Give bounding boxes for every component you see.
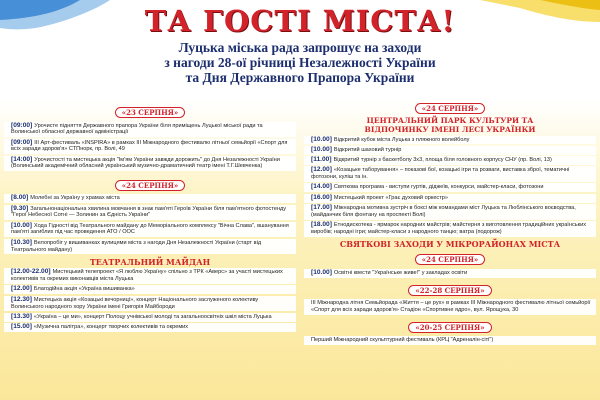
section-head-microdistricts: СВЯТКОВІ ЗАХОДИ У МІКРОРАЙОНАХ МІСТА [339,239,561,250]
event-item: [10.00] Освітні квести "Українське живе!" у закладах освіти [304,269,596,278]
section-head-park-line: ЦЕНТРАЛЬНИЙ ПАРК КУЛЬТУРИ ТА [366,116,534,125]
section-date-22-28: «22-28 СЕРПНЯ» [408,285,491,296]
event-item: [10.00] Відкритий кубок міста Луцька з пляжного волейболу [304,136,596,145]
event-item: [17.00] Міжнародна мотивна зустріч в боксі між командами міст Луцька та Люблінського воєводства, (майданчик біля фонтану на проспекті Волі) [304,204,596,220]
event-item: [14:00] Урочистості та мистецька акція "Ім'ям України завжди дорожить" до Дня Незалежності України (Волинський академічний обласний український музично-драматичний театр імені Т.Г.Шевченка) [4,156,296,172]
event-item: [18.00] Етнодискотека - ярмарок народних майстрів; майстерня з виготовлення традиційних українських виробів; народні ігри; майстер-класи з народного танцю; ватра (подорож) [304,221,596,237]
section-head-park-line: ВІДПОЧИНКУ ІМЕНІ ЛЕСІ УКРАЇНКИ [364,125,536,134]
page-subtitle [0,40,600,85]
right-column [304,96,596,346]
section-date-23: «23 СЕРПНЯ» [115,107,186,118]
event-item: [10.00] Відкритий шаховий турнір [304,146,596,155]
event-item: [12.00] Благодійна акція «Україна вишиванка» [4,285,296,294]
section-head-theatre-square: ТЕАТРАЛЬНИЙ МАЙДАН [89,256,211,267]
event-item: [11.00] Відкритий турнір з баскетболу 3х3, площа біля головного корпусу СНУ (пр. Волі, 13) [304,156,596,165]
event-item: [13.30] «Україна – це ми», концерт Полоцу учнівської молоді та загальноосвітніх шкіл міста Луцька [4,313,296,322]
section-date-24-micro: «24 СЕРПНЯ» [415,254,486,265]
event-item: ІІІ Міжнародна літня Семьйорада «Життя – це рух» в рамках ІІІ Міжнародного фестивалю літньої семьйорії «Спорт для всіх заради здоров'я» Стадіон «Спортивне ядро», вул. Ярощука, 30 [304,299,596,315]
subtitle-line: Луцька міська рада запрошує на заходи [178,40,422,55]
subtitle-line: та Дня Державного Прапора України [185,70,415,85]
event-item: [14.00] Святкова програма - виступи гуртів, діджеїв, конкурси, майстер-класи, фотозони [304,183,596,192]
event-item: [12.00-22.00] Мистецький телепроект «Я люблю Україну» спільно з ТРК «Аверс» за участі мистецьких колективів та окремих виконавців міста Луцька [4,268,296,284]
event-item: [10.00] Хода Гідності від Театрального майдану до Меморіального комплексу "Вічна Слава", вшанування пам'яті загиблих під час проведення АТО / ООС [4,222,296,238]
event-item: [16.00] Мистецький проект «Грає духовий оркестр» [304,194,596,203]
event-item: [15.00] «Музична палітра», концерт творчих колективів та окремих [4,323,296,332]
event-item: [9.30] Загальнонаціональна хвилина мовчання в знак пам'яті Героїв України біля пам'ятного фотостенду "Герої Небесної Сотні — Золинин за Єдність України" [4,205,296,221]
section-date-24-park: «24 СЕРПНЯ» [415,103,486,114]
event-item: [10.30] Велопробіг у вишиванках вулицями міста з нагоди Дня Незалежності України (старт від Театрального майдану) [4,239,296,255]
event-item: [09:00] ІІІ Арт-фестиваль «INSPIRA» в рамках ІІІ Міжнародного фестивалю літньої семьйорії «Спорт для всіх заради здоров'я» СТПнорк, пр. Волі, 49 [4,139,296,155]
section-date-20-25: «20-25 СЕРПНЯ» [408,322,491,333]
event-item: [12.00] «Козацьке таборування» – показові бої, козацькі ігри та розваги, виставка зброї, тематичні фотозони, куліш та ін. [304,166,596,182]
left-column [4,96,296,333]
event-item: Перший Міжнародний скульптурний фестиваль (КРЦ "Адреналін-сіті") [304,336,596,345]
subtitle-line: з нагоди 28-ої річниці Незалежності України [164,55,436,70]
event-item: [8.00] Молебні за Україну у храмах міста [4,194,296,203]
page-title: ТА ГОСТІ МІСТА! [144,4,456,38]
event-item: [09:00] Урочисте підняття Державного прапора України біля приміщень Луцької міської ради та Волинської обласної державної адміністрації [4,122,296,138]
event-item: [12.30] Мистецька акція «Козацькі вечорниці», концерт Національного заслуженого колективу Волинського народного хору України імені Григорія Майбороди [4,296,296,312]
section-date-24: «24 СЕРПНЯ» [115,180,186,191]
